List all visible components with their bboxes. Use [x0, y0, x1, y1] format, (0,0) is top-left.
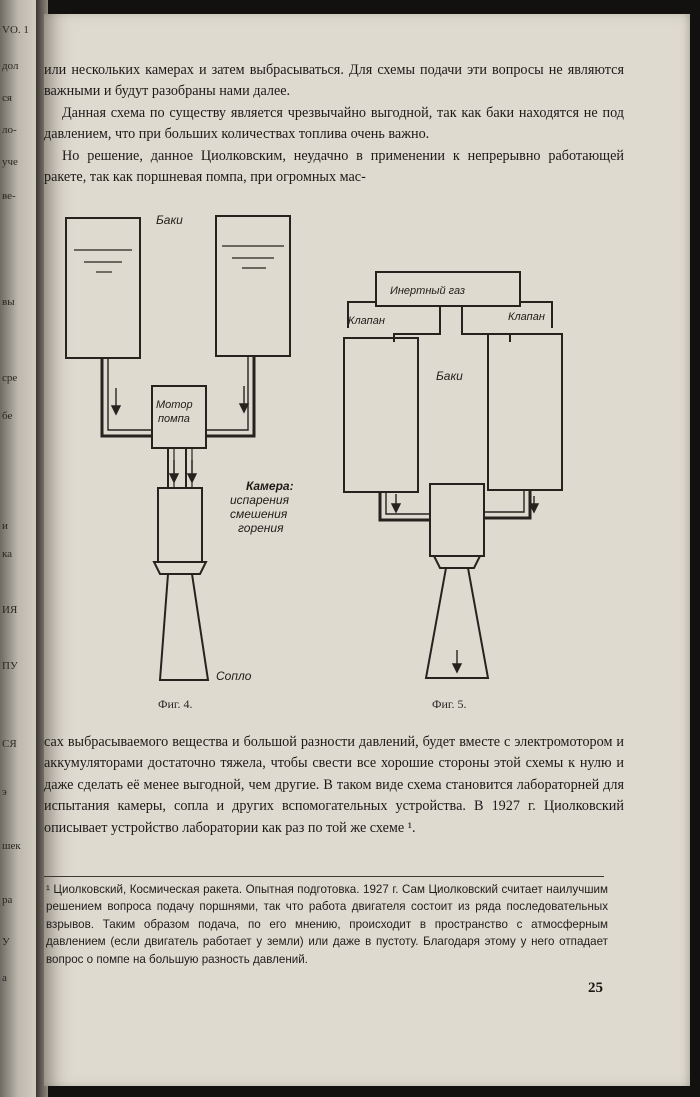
left-page-fragment: ИЯ — [2, 604, 18, 616]
paragraph-1: или нескольких камерах и затем выбрасываться. Для схемы подачи эти вопросы не являются важными и будут разобраны нами далее. — [44, 62, 624, 100]
fig5-valve-left-label: Клапан — [348, 315, 385, 327]
footnote-rule — [44, 876, 604, 877]
left-page-fragment: бе — [2, 410, 13, 422]
fig4-chamber-label-4: горения — [238, 521, 284, 535]
left-page-fragment: ся — [2, 92, 12, 104]
left-page-fragment: а — [2, 972, 7, 984]
fig4-tank-right — [216, 216, 290, 356]
book-page — [44, 14, 690, 1086]
fig4-chamber-label-3: смешения — [230, 507, 288, 521]
left-page-fragment: ве- — [2, 190, 16, 202]
fig5-gas-label: Инертный газ — [390, 285, 465, 297]
left-page-fragment: вы — [2, 296, 15, 308]
left-page-fragment: У — [2, 936, 10, 948]
fig4-chamber-label-2: испарения — [230, 493, 289, 507]
fig5-valve-right-label: Клапан — [508, 311, 545, 323]
left-page-fragment: VO. 1 — [2, 24, 29, 36]
paragraph-4: сах выбрасываемого вещества и большой разности давлений, будет вместе с электромотором и аккумуляторами достаточно тяжела, чтобы свести все хорошие стороны этой схемы к нулю и даже сделать её менее выгодной, чем другие. В таком виде схема становится лабораторней для испытания камеры, сопла и других вспомогательных устройства. В 1927 г. Циолковский описывает устройство лаборатории как раз по той же схеме ¹. — [44, 734, 624, 836]
figure-5-caption: Фиг. 5. — [432, 697, 467, 711]
top-text-block — [44, 60, 624, 188]
page-number: 25 — [588, 980, 603, 996]
left-page-fragment: ка — [2, 548, 13, 560]
fig4-nozzle-label: Сопло — [216, 669, 252, 683]
left-page-fragment: сре — [2, 372, 18, 384]
paragraph-2: Данная схема по существу является чрезвычайно выгодной, так как баки находятся не под давлением, что при больших количествах топлива очень важно. — [44, 104, 624, 143]
left-page-fragment: дол — [2, 60, 19, 72]
fig5-tanks-label: Баки — [436, 369, 463, 383]
left-page-fragment: шек — [2, 840, 21, 852]
fig4-chamber — [158, 488, 202, 562]
left-page-fragment: ло- — [2, 124, 17, 136]
fig5-chamber — [430, 484, 484, 556]
left-page-fragment: ПУ — [2, 660, 18, 672]
fig5-tank-left — [344, 338, 418, 492]
left-page-fragment: э — [2, 786, 7, 798]
fig4-pump-label: помпа — [158, 413, 190, 425]
fig4-nozzle — [160, 574, 208, 680]
left-page-edge — [0, 0, 40, 1097]
footnote: ¹ Циолковский, Космическая ракета. Опытная подготовка. 1927 г. Сам Циолковский считает наилучшим решением вопроса подачу поршнями, так что работа двигателя состоит из ряда последовательных взрывов. Таким образом подача, по его мнению, происходит в пространство с атмосферным давлением (если двигатель работает у земли) или даже в пустоту. Благодаря этому у него отпадает вопрос о помпе на большую разность давлений. — [46, 883, 608, 966]
paragraph-3: Но решение, данное Циолковским, неудачно в применении к непрерывно работающей ракете, так как поршневая помпа, при огромных мас- — [44, 147, 624, 186]
bottom-text-block — [44, 732, 624, 839]
left-page-fragment: СЯ — [2, 738, 17, 750]
fig4-tank-left — [66, 218, 140, 358]
left-page-fragment: и — [2, 520, 8, 532]
left-page-fragment: ра — [2, 894, 13, 906]
fig5-tank-right — [488, 334, 562, 490]
left-page-fragment: уче — [2, 156, 18, 168]
fig4-tanks-label: Баки — [156, 213, 183, 227]
figure-4-caption: Фиг. 4. — [158, 697, 193, 711]
fig4-motor-label: Мотор — [156, 399, 193, 411]
schematic-figures — [44, 210, 690, 730]
fig4-chamber-label-1: Камера: — [246, 479, 294, 493]
